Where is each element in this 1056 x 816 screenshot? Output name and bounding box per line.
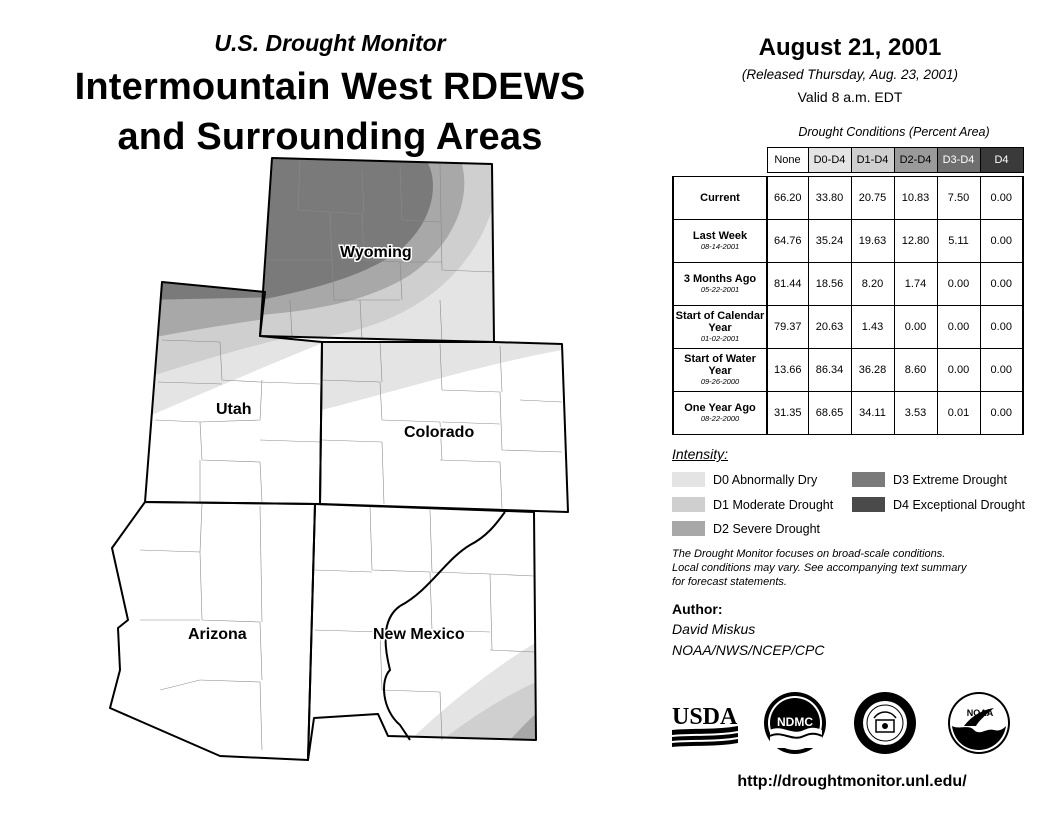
legend-swatch [672,472,705,487]
legend-label: D4 Exceptional Drought [893,497,1026,512]
table-row [673,306,1023,349]
legend-swatch [672,497,705,512]
valid-time: Valid 8 a.m. EDT [797,89,903,105]
legend-label: D0 Abnormally Dry [713,472,818,487]
table-cell: 20.63 [808,306,851,349]
table-cell: 3.53 [894,392,937,435]
column-header: None [767,148,808,173]
table-cell: 36.28 [851,349,894,392]
map-title-line-2: and Surrounding Areas [117,116,543,158]
note-line: for forecast statements. [672,576,787,588]
table-cell: 68.65 [808,392,851,435]
column-header: D0-D4 [808,148,851,173]
table-cell: 66.20 [767,177,808,220]
table-cell: 81.44 [767,263,808,306]
legend-swatch [852,472,885,487]
author-heading: Author: [672,601,723,617]
legend-label: D1 Moderate Drought [713,497,834,512]
state-label-utah: Utah [216,401,252,418]
table-cell: 0.00 [980,263,1023,306]
table-cell: 0.00 [980,349,1023,392]
table-cell: 35.24 [808,220,851,263]
table-cell: 34.11 [851,392,894,435]
legend-item-d1 [672,497,833,512]
table-cell: 0.00 [980,306,1023,349]
table-cell: 33.80 [808,177,851,220]
row-label: One Year Ago 08-22-2000 [673,392,767,435]
legend-item-d0 [672,472,817,487]
table-row [673,220,1023,263]
table-corner [673,148,767,173]
table-cell: 8.60 [894,349,937,392]
table-caption: Drought Conditions (Percent Area) [798,125,990,139]
table-cell: 0.00 [937,349,980,392]
column-header: D1-D4 [851,148,894,173]
table-cell: 7.50 [937,177,980,220]
legend-item-d2 [672,521,820,536]
note-line: The Drought Monitor focuses on broad-scale conditions. [672,548,946,560]
column-header: D2-D4 [894,148,937,173]
svg-text:NDMC: NDMC [777,715,813,729]
author-org: NOAA/NWS/NCEP/CPC [672,642,825,658]
map-subtitle: U.S. Drought Monitor [214,30,446,56]
legend-item-d4 [852,497,1025,512]
svg-text:NOAA: NOAA [966,708,994,718]
row-label: Last Week 08-14-2001 [673,220,767,263]
disclaimer-note [672,547,1032,589]
svg-text:USDA: USDA [672,704,738,730]
legend-heading: Intensity: [672,446,729,462]
table-row [673,392,1023,435]
ndmc-logo-icon [762,690,828,756]
state-label-colorado: Colorado [404,424,475,441]
table-cell: 1.74 [894,263,937,306]
map-date: August 21, 2001 [758,34,942,61]
noaa-logo-icon [946,690,1012,756]
legend-label: D2 Severe Drought [713,521,821,536]
table-row [673,263,1023,306]
legend-swatch [852,497,885,512]
author-name: David Miskus [672,621,756,637]
table-cell: 5.11 [937,220,980,263]
table-cell: 79.37 [767,306,808,349]
table-cell: 20.75 [851,177,894,220]
website-url: http://droughtmonitor.unl.edu/ [737,773,967,790]
table-cell: 8.20 [851,263,894,306]
column-header: D3-D4 [937,148,980,173]
table-cell: 10.83 [894,177,937,220]
table-cell: 12.80 [894,220,937,263]
table-cell: 0.00 [980,392,1023,435]
map-title-line-1: Intermountain West RDEWS [74,66,586,108]
table-cell: 0.01 [937,392,980,435]
table-header-row [673,148,1023,173]
row-label: Start of Calendar Year 01-02-2001 [673,306,767,349]
table-cell: 86.34 [808,349,851,392]
state-label-new-mexico: New Mexico [373,626,465,643]
column-header: D4 [980,148,1023,173]
note-line: Local conditions may vary. See accompanying text summary [672,562,967,574]
legend-swatch [672,521,705,536]
table-row [673,349,1023,392]
table-cell: 64.76 [767,220,808,263]
table-cell: 0.00 [937,306,980,349]
legend-label: D3 Extreme Drought [893,472,1007,487]
row-label: 3 Months Ago 05-22-2001 [673,263,767,306]
state-label-arizona: Arizona [188,626,247,643]
table-cell: 19.63 [851,220,894,263]
table-cell: 0.00 [980,220,1023,263]
table-row [673,177,1023,220]
table-cell: 1.43 [851,306,894,349]
row-label: Current [673,177,767,220]
table-cell: 13.66 [767,349,808,392]
department-of-commerce-seal-icon [852,690,918,756]
table-cell: 18.56 [808,263,851,306]
state-label-wyoming: Wyoming [340,244,412,261]
legend-item-d3 [852,472,1007,487]
table-cell: 31.35 [767,392,808,435]
table-cell: 0.00 [980,177,1023,220]
row-label: Start of Water Year 09-26-2000 [673,349,767,392]
drought-map [100,150,580,770]
table-cell: 0.00 [894,306,937,349]
drought-conditions-table [672,147,1024,435]
release-date: (Released Thursday, Aug. 23, 2001) [741,67,959,82]
table-cell: 0.00 [937,263,980,306]
usda-logo-icon [672,700,738,748]
